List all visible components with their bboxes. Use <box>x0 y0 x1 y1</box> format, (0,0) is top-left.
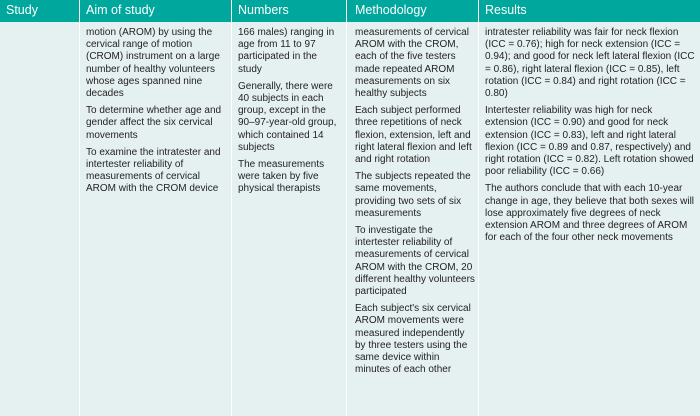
aim-cell <box>86 27 228 196</box>
numbers-cell <box>238 27 342 196</box>
results-paragraph: The authors conclude that with each 10-year change in age, they believe that both sexes will lose approximately five degrees of neck extension AROM and three degrees of AROM for each of the four other neck movements <box>485 183 695 244</box>
column-divider <box>478 0 479 416</box>
column-divider <box>346 0 347 416</box>
study-cell <box>0 22 79 416</box>
results-cell <box>485 27 697 244</box>
column-divider <box>231 0 232 416</box>
methodology-paragraph: Each subject performed three repetitions of neck flexion, extension, left and right lateral flexion and left and right rotation <box>355 105 472 166</box>
aim-paragraph: To examine the intratester and intertester reliability of measurements of cervical AROM with the CROM device <box>86 146 221 195</box>
header-methodology: Methodology <box>355 3 427 17</box>
aim-paragraph: To determine whether age and gender affect the six cervical movements <box>86 105 222 141</box>
results-paragraph: Intertester reliability was high for neck extension (ICC = 0.90) and good for neck extension (ICC = 0.83), left and right lateral flexion (ICC = 0.89 and 0.87, respectively) and right rotation (ICC = 0.82). Left rotation showed poor reliability (ICC = 0.66) <box>485 105 694 178</box>
aim-paragraph: motion (AROM) by using the cervical range of motion (CROM) instrument on a large number of healthy volunteers whose ages spanned nine decades <box>86 27 220 100</box>
column-divider <box>79 0 80 416</box>
methodology-cell <box>355 27 477 376</box>
numbers-paragraph: Generally, there were 40 subjects in each group, except in the 90–97-year-old group, which contained 14 subjects <box>238 80 337 153</box>
header-numbers: Numbers <box>238 3 289 17</box>
numbers-paragraph: The measurements were taken by five physical therapists <box>238 159 325 195</box>
header-study: Study <box>6 3 38 17</box>
methodology-paragraph: Each subject's six cervical AROM movements were measured independently by three testers using the same device within minutes of each other <box>355 303 471 376</box>
results-paragraph: intratester reliability was fair for neck flexion (ICC = 0.76); high for neck extension (ICC = 0.94); and good for neck left lateral flexion (ICC = 0.86), right lateral flexion (ICC = 0.85), left rotation (ICC = 0.84) and right rotation (ICC = 0.80) <box>485 27 695 100</box>
methodology-paragraph: The subjects repeated the same movements, providing two sets of six measurements <box>355 171 471 219</box>
methodology-paragraph: To investigate the intertester reliability of measurements of cervical AROM with the CROM, 20 different healthy volunteers participated <box>355 225 475 298</box>
header-results: Results <box>485 3 527 17</box>
table-header <box>0 0 700 22</box>
methodology-paragraph: measurements of cervical AROM with the CROM, each of the five testers made repeated AROM measurements on six healthy subjects <box>355 27 469 100</box>
numbers-paragraph: 166 males) ranging in age from 11 to 97 participated in the study <box>238 27 335 75</box>
header-aim: Aim of study <box>86 3 155 17</box>
